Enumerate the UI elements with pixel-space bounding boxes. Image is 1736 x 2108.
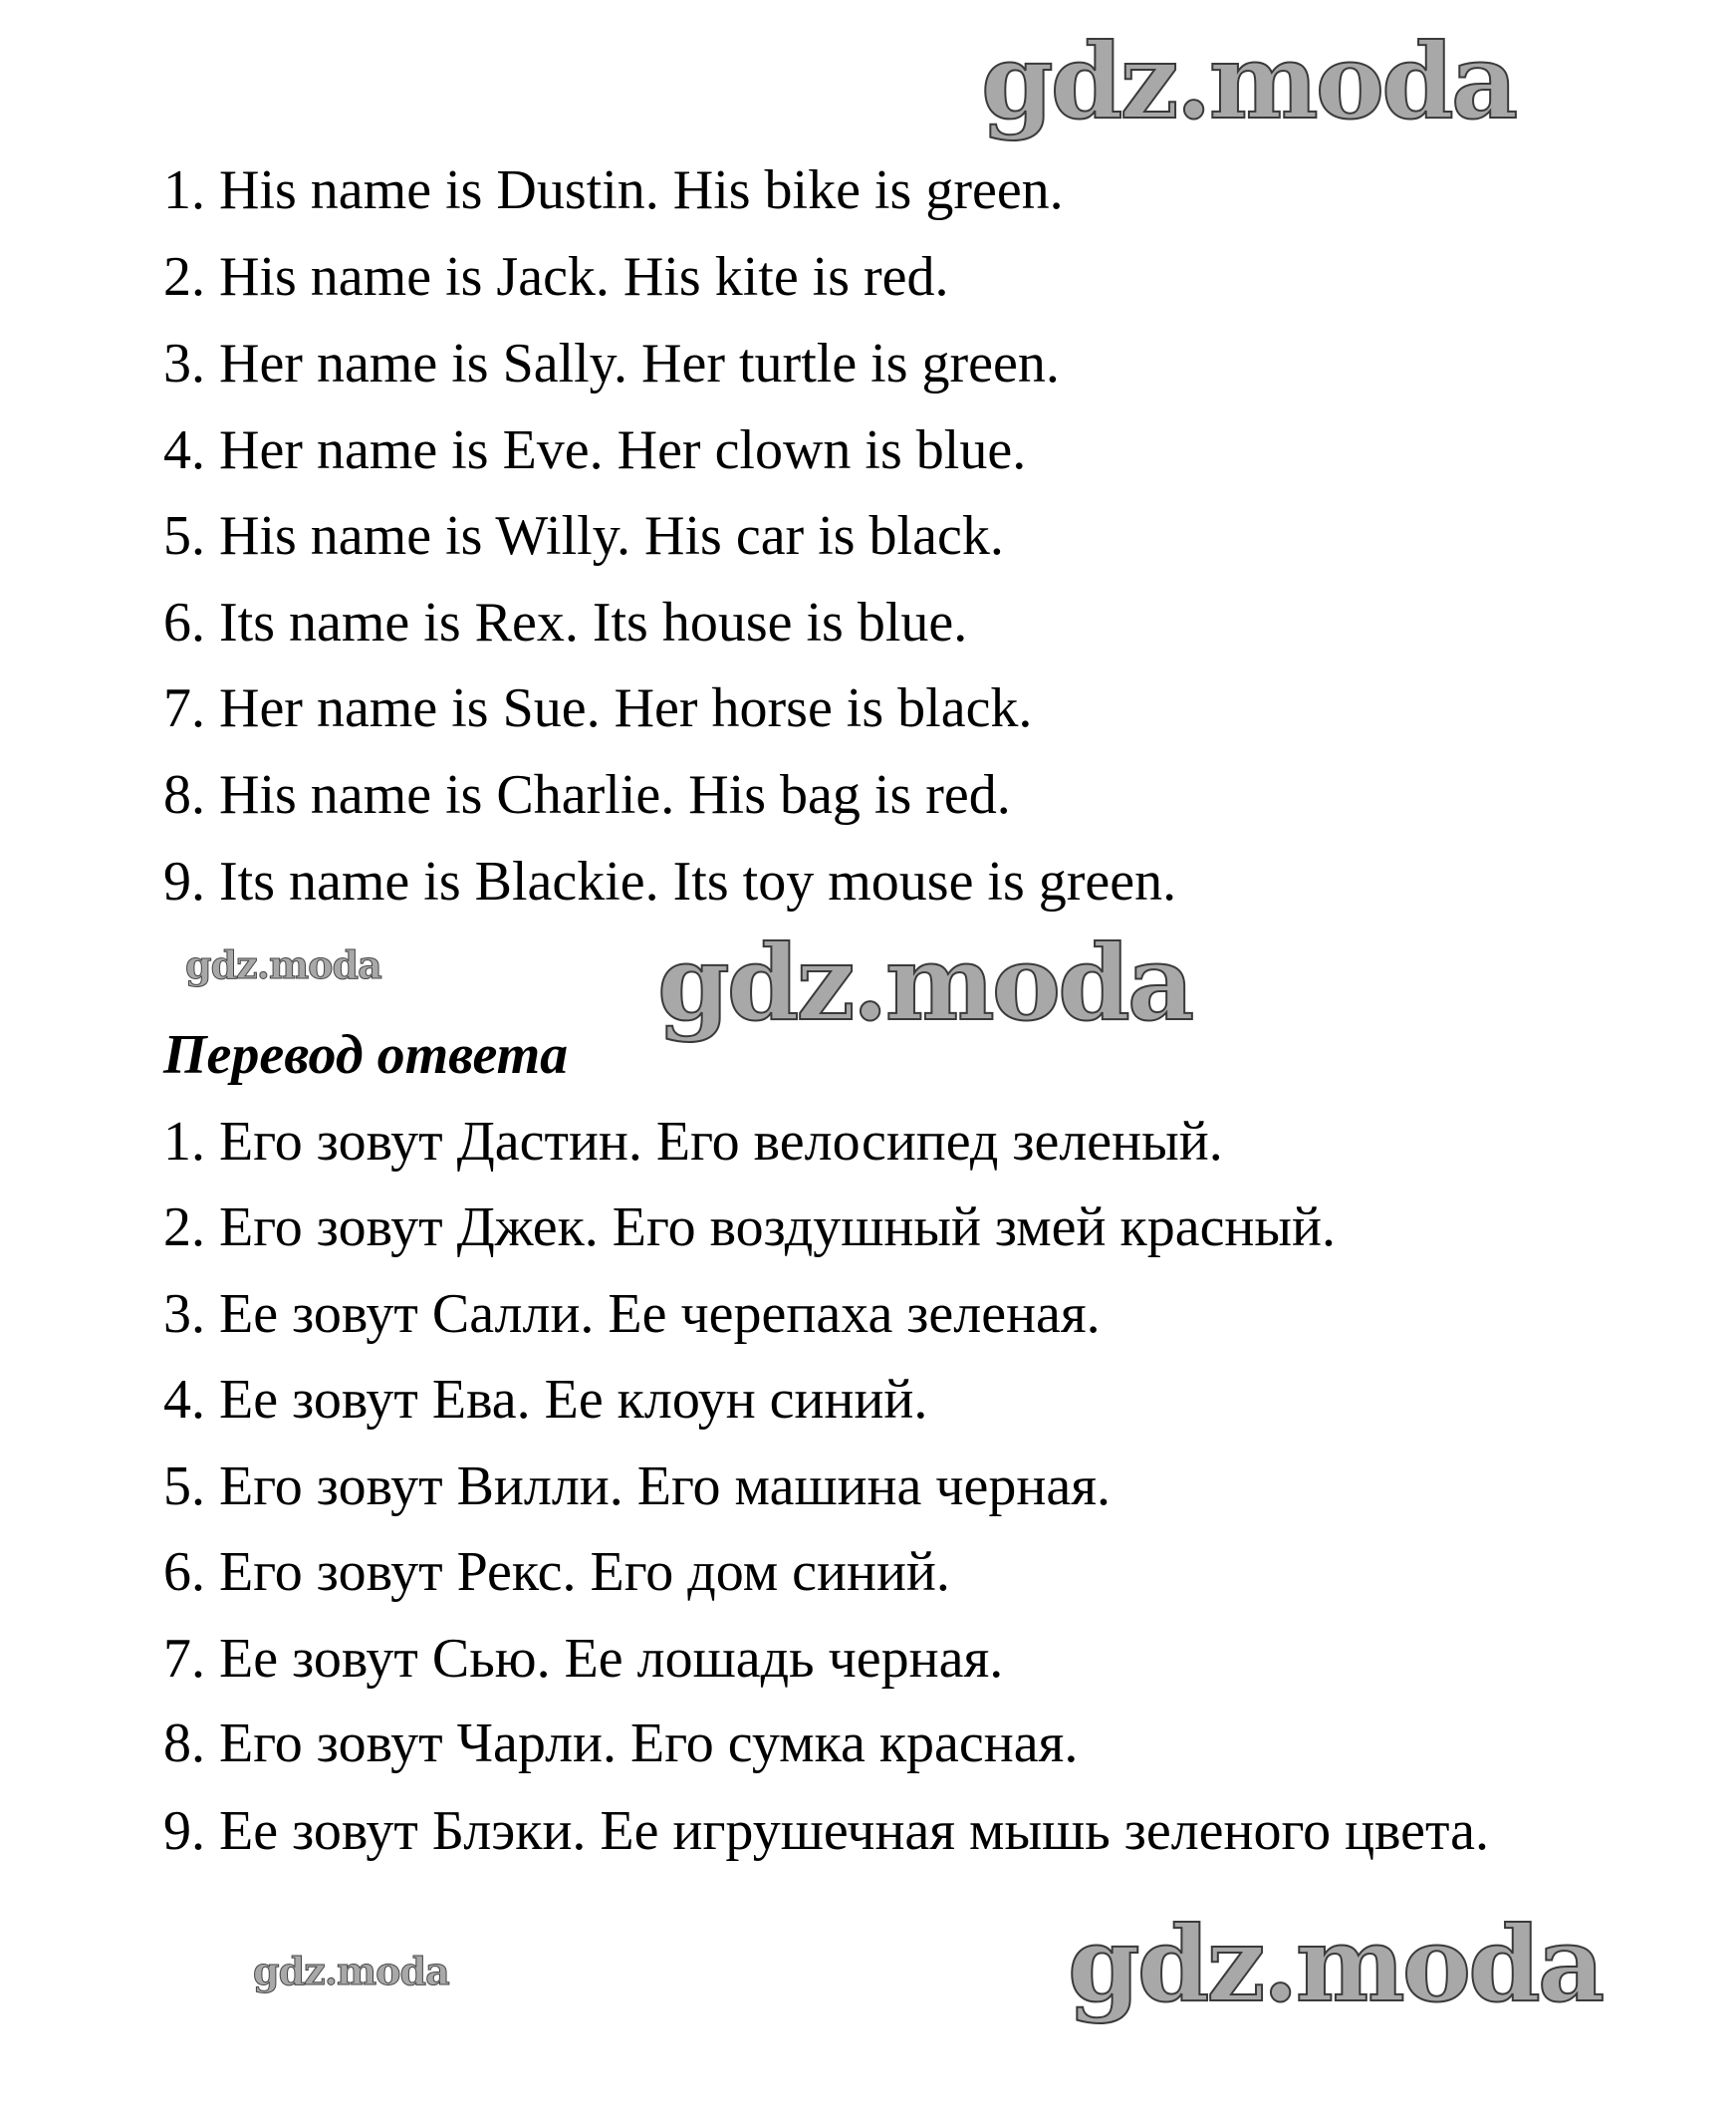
answer-line-en-4: 4. Her name is Eve. Her clown is blue. [163, 419, 1027, 481]
answer-line-ru-2: 2. Его зовут Джек. Его воздушный змей красный. [163, 1196, 1336, 1258]
answer-line-ru-3: 3. Ее зовут Салли. Ее черепаха зеленая. [163, 1283, 1101, 1345]
answer-line-en-8: 8. His name is Charlie. His bag is red. [163, 764, 1011, 826]
watermark: gdz.moda [1068, 1903, 1603, 2025]
answer-line-ru-6: 6. Его зовут Рекс. Его дом синий. [163, 1541, 950, 1603]
watermark: gdz.moda [981, 20, 1516, 142]
answer-line-en-5: 5. His name is Willy. His car is black. [163, 505, 1004, 567]
answer-line-ru-7: 7. Ее зовут Сью. Ее лошадь черная. [163, 1628, 1004, 1690]
answer-line-ru-9: 9. Ее зовут Блэки. Ее игрушечная мышь зеленого цвета. [163, 1800, 1490, 1862]
watermark: gdz.moda [185, 942, 381, 987]
answer-line-en-1: 1. His name is Dustin. His bike is green. [163, 159, 1064, 221]
answer-line-ru-5: 5. Его зовут Вилли. Его машина черная. [163, 1455, 1111, 1517]
answer-line-en-7: 7. Her name is Sue. Her horse is black. [163, 677, 1033, 739]
watermark: gdz.moda [657, 922, 1192, 1044]
answer-line-ru-1: 1. Его зовут Дастин. Его велосипед зеленый. [163, 1111, 1223, 1173]
answer-line-en-3: 3. Her name is Sally. Her turtle is green. [163, 333, 1060, 395]
answer-line-en-9: 9. Its name is Blackie. Its toy mouse is green. [163, 851, 1177, 913]
watermark: gdz.moda [253, 1949, 449, 1993]
answer-line-ru-8: 8. Его зовут Чарли. Его сумка красная. [163, 1713, 1079, 1774]
answer-line-ru-4: 4. Ее зовут Ева. Ее клоун синий. [163, 1369, 928, 1431]
translation-heading: Перевод ответа [163, 1024, 569, 1086]
answer-line-en-6: 6. Its name is Rex. Its house is blue. [163, 592, 968, 654]
answer-line-en-2: 2. His name is Jack. His kite is red. [163, 246, 949, 308]
